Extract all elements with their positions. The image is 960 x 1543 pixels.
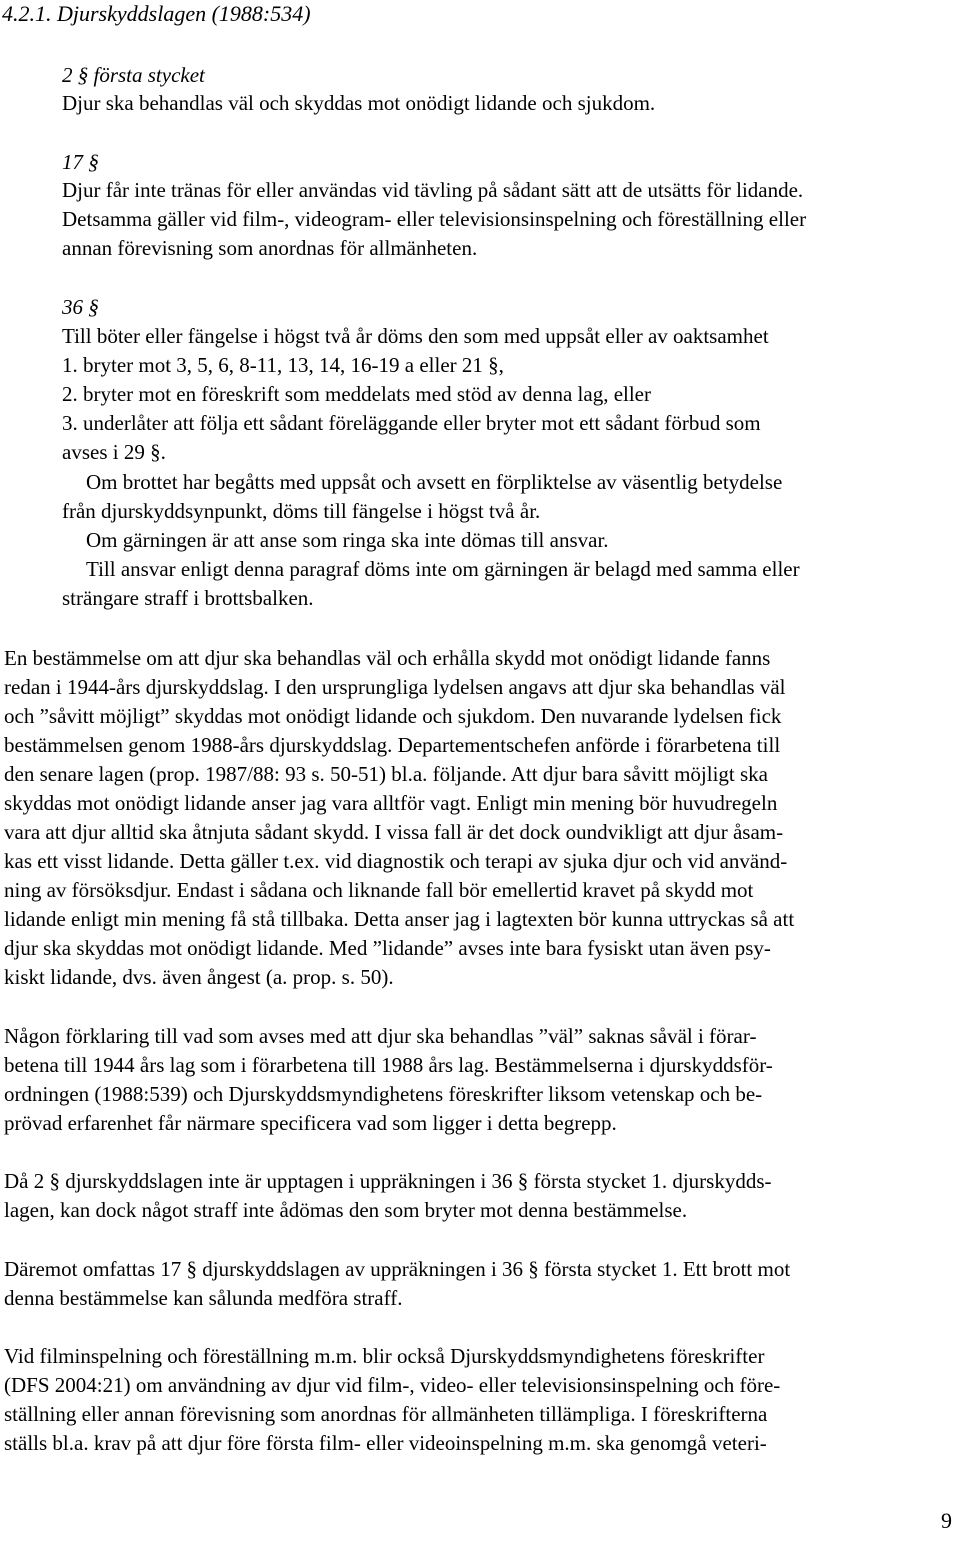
- body-line: och ”såvitt möjligt” skyddas mot onödigt lidande och sjukdom. Den nuvarande lydelsen fick: [4, 704, 782, 728]
- body-line: ställning eller annan förevisning som anordnas för allmänheten tillämpliga. I föreskrifterna: [4, 1402, 768, 1426]
- s36-line: Om gärningen är att anse som ringa ska inte dömas till ansvar.: [86, 528, 609, 552]
- s36-line: Till ansvar enligt denna paragraf döms inte om gärningen är belagd med samma eller: [86, 557, 800, 581]
- s17-reference: 17 §: [62, 150, 99, 174]
- body-line: ordningen (1988:539) och Djurskyddsmyndighetens föreskrifter liksom vetenskap och be-: [4, 1082, 763, 1106]
- s17-line: annan förevisning som anordnas för allmänheten.: [62, 236, 478, 260]
- s36-line: 2. bryter mot en föreskrift som meddelats med stöd av denna lag, eller: [62, 382, 651, 406]
- body-line: den senare lagen (prop. 1987/88: 93 s. 50-51) bl.a. följande. Att djur bara såvitt möjligt ska: [4, 762, 768, 786]
- body-line: lagen, kan dock något straff inte ådömas den som bryter mot denna bestämmelse.: [4, 1198, 688, 1222]
- body-line: (DFS 2004:21) om användning av djur vid film-, video- eller televisionsinspelning och före-: [4, 1373, 781, 1397]
- body-line: vara att djur alltid ska åtnjuta sådant skydd. I vissa fall är det dock oundvikligt att djur åsam-: [4, 820, 784, 844]
- body-line: kiskt lidande, dvs. även ångest (a. prop. s. 50).: [4, 965, 394, 989]
- s36-line: strängare straff i brottsbalken.: [62, 586, 314, 610]
- body-line: skyddas mot onödigt lidande anser jag vara alltför vagt. Enligt min mening bör huvudregeln: [4, 791, 778, 815]
- s36-line: Till böter eller fängelse i högst två år döms den som med uppsåt eller av oaktsamhet: [62, 324, 769, 348]
- s17-line: Detsamma gäller vid film-, videogram- eller televisionsinspelning och föreställning eller: [62, 207, 807, 231]
- s36-line: Om brottet har begåtts med uppsåt och avsett en förpliktelse av väsentlig betydelse: [86, 470, 783, 494]
- s36-line: 1. bryter mot 3, 5, 6, 8-11, 13, 14, 16-19 a eller 21 §,: [62, 353, 504, 377]
- s2-text: Djur ska behandlas väl och skyddas mot onödigt lidande och sjukdom.: [62, 91, 656, 115]
- body-line: ställs bl.a. krav på att djur före första film- eller videoinspelning m.m. ska genomgå veteri-: [4, 1431, 767, 1455]
- body-line: Vid filminspelning och föreställning m.m. blir också Djurskyddsmyndighetens föreskrifter: [4, 1344, 765, 1368]
- body-line: En bestämmelse om att djur ska behandlas väl och erhålla skydd mot onödigt lidande fanns: [4, 646, 771, 670]
- s36-reference: 36 §: [62, 295, 99, 319]
- s2-reference: 2 § första stycket: [62, 63, 205, 87]
- body-line: Däremot omfattas 17 § djurskyddslagen av uppräkningen i 36 § första stycket 1. Ett brott mot: [4, 1257, 791, 1281]
- body-line: betena till 1944 års lag som i förarbetena till 1988 års lag. Bestämmelserna i djurskyddsför-: [4, 1053, 773, 1077]
- s36-line: från djurskyddsynpunkt, döms till fängelse i högst två år.: [62, 499, 541, 523]
- s36-line: 3. underlåter att följa ett sådant föreläggande eller bryter mot ett sådant förbud som: [62, 411, 761, 435]
- body-line: denna bestämmelse kan sålunda medföra straff.: [4, 1286, 403, 1310]
- s36-line: avses i 29 §.: [62, 440, 166, 464]
- body-line: redan i 1944-års djurskyddslag. I den ursprungliga lydelsen angavs att djur ska behandlas väl: [4, 675, 786, 699]
- body-line: Någon förklaring till vad som avses med att djur ska behandlas ”väl” saknas såväl i förar-: [4, 1024, 757, 1048]
- page-number: 9: [941, 1508, 952, 1533]
- body-line: djur ska skyddas mot onödigt lidande. Med ”lidande” avses inte bara fysiskt utan även psy-: [4, 936, 771, 960]
- body-line: kas ett visst lidande. Detta gäller t.ex. vid diagnostik och terapi av sjuka djur och vid använd-: [4, 849, 788, 873]
- body-line: prövad erfarenhet får närmare specificera vad som ligger i detta begrepp.: [4, 1111, 617, 1135]
- body-line: ning av försöksdjur. Endast i sådana och liknande fall bör emellertid kravet på skydd mot: [4, 878, 754, 902]
- body-line: lidande enligt min mening få stå tillbaka. Detta anser jag i lagtexten bör kunna uttryckas så att: [4, 907, 795, 931]
- body-line: bestämmelsen genom 1988-års djurskyddslag. Departementschefen anförde i förarbetena till: [4, 733, 781, 757]
- section-heading: 4.2.1. Djurskyddslagen (1988:534): [2, 1, 311, 26]
- body-line: Då 2 § djurskyddslagen inte är upptagen i uppräkningen i 36 § första stycket 1. djurskydds-: [4, 1169, 772, 1193]
- s17-line: Djur får inte tränas för eller användas vid tävling på sådant sätt att de utsätts för lidande.: [62, 178, 804, 202]
